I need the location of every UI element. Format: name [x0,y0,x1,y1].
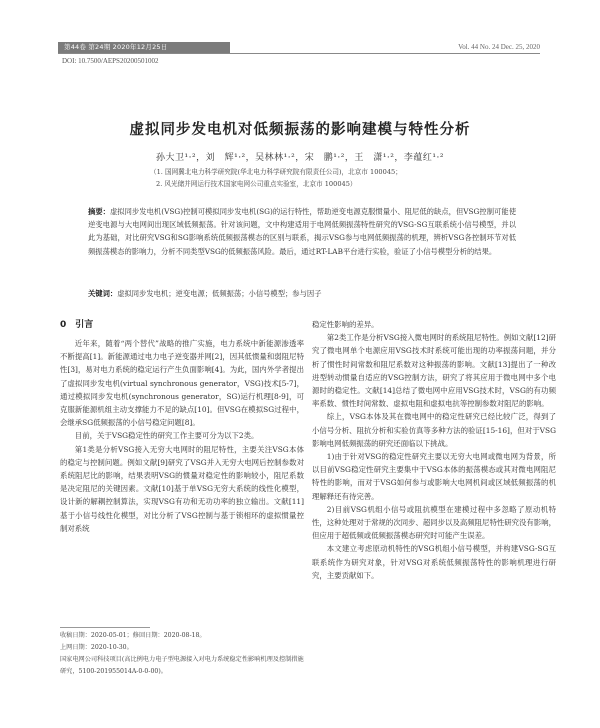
section-heading: 0 引言 [60,320,94,330]
footnotes [60,630,305,678]
body-paragraph: 近年来，随着“两个替代”战略的推广实施，电力系统中新能源渗透率不断提高[1]。新能源通过电力电子逆变器并网[2]，因其低惯量和弱阻尼特性[3]，易对电力系统的稳定运行产生负面影响[4]。为此，国内外学者提出了虚拟同步发电机(virtual synchronous generator，VSG)技术[5-7]，通过模拟同步发电机(synchronous generator，SG)运行机理[8-9]，可克服新能源机组主动支撑能力不足的缺点[10]。但VSG在模拟SG过程中，会继承SG低频振荡的小信号稳定问题[8]。 [60,339,304,428]
body-paragraph: 目前，关于VSG稳定性的研究工作主要可分为以下2类。 [74,431,259,441]
right-column [312,318,556,582]
affiliations [150,166,402,190]
body-paragraph: 稳定性影响的差异。 [312,320,379,329]
footnote-online: 上网日期：2020-10-30。 [60,644,133,651]
abstract [88,205,516,258]
affiliation-1: （1. 国网冀北电力科学研究院(华北电力科学研究院有限责任公司)，北京市 100045； [150,168,402,176]
keywords-label: 关键词： [88,289,118,298]
body-paragraph: 1)由于针对VSG的稳定性研究主要以无穷大电网或微电网为背景，所以目前VSG稳定性研究主要集中于VSG本体的振荡模态或其对微电网阻尼特性的影响，而对于VSG如何参与或影响大电网机间或区域低频振荡的机理解释还有待完善。 [312,452,556,501]
body-paragraph: 第1类是分析VSG接入无穷大电网时的阻尼特性，主要关注VSG本体的稳定与控制问题。例如文献[9]研究了VSG并入无穷大电网后控制参数对系统阻尼比的影响，结果表明VSG的惯量对稳定性的影响较小，阻尼系数是决定阻尼的关键因素。文献[10]基于单VSG无穷大系统的线性化模型，设计新的解耦控制算法，实现VSG有功和无功功率的独立输出。文献[11]基于小信号线性化模型，对比分析了VSG控制与基于锁相环的虚拟惯量控制对系统 [60,444,304,533]
footnote-funding: 国家电网公司科技项目(高比例电力电子型电源接入对电力系统稳定性影响机理及控制措施研究，5100-201955014A-0-0-00)。 [60,656,304,675]
footnote-received: 收稿日期：2020-05-01；修回日期：2020-08-18。 [60,632,206,639]
keywords-text: 虚拟同步发电机；逆变电源；低频振荡；小信号模型；参与因子 [117,289,322,298]
body-paragraph: 2)目前VSG机组小信号或阻抗模型在建模过程中多忽略了原动机特性，这种处理对于常规的次同步、超同步以及高频阻尼特性研究没有影响，但应用于超低频或低频振荡模态研究时可能产生误差。 [312,504,556,541]
paper-title: 虚拟同步发电机对低频振荡的影响建模与特性分析 [129,122,471,138]
keywords [88,287,516,300]
abstract-text: 虚拟同步发电机(VSG)控制可模拟同步发电机(SG)的运行特性，帮助逆变电源克服惯量小、阻尼低的缺点，但VSG控制可能使逆变电源与大电网间出现区域低频振荡。针对该问题，文中构建适用于电网低频振荡特性研究的VSG-SG互联系统小信号模型，并以此为基础，对比研究VSG和SG影响系统低频振荡模态的区别与联系，揭示VSG参与电网低频振荡的机理，辨析VSG各控制环节对低频振荡模态的影响力，分析不同类型VSG的低频振荡风险。最后，通过RT-LAB平台进行实验，验证了小信号模型分析的结果。 [88,207,517,256]
body-paragraph: 本文建立考虑原动机特性的VSG机组小信号模型，并构建VSG-SG互联系统作为研究对象，针对VSG对系统低频振荡特性的影响机理进行研究，主要贡献如下。 [312,544,556,580]
body-paragraph: 综上，VSG本体及其在微电网中的稳定性研究已经比较广泛，得到了小信号分析、阻抗分析和实验仿真等多种方法的验证[15-16]，但对于VSG影响电网低频振荡的研究还面临以下挑战。 [312,412,556,448]
left-column [60,318,304,535]
doi: DOI: 10.7500/AEPS20200501002 [62,57,159,65]
author-list: 孙大卫¹·²，刘 辉¹·²，吴林林¹·²，宋 鹏¹·²，王 潇¹·²，李蕴红¹·² [156,153,444,163]
journal-issue-badge: 第44卷 第24期 2020年12月25日 [58,42,230,53]
journal-volume-info: Vol. 44 No. 24 Dec. 25, 2020 [458,43,540,51]
body-paragraph: 第2类工作是分析VSG接入微电网时的系统阻尼特性。例如文献[12]研究了微电网单个电源应用VSG技术时系统可能出现的功率振荡问题，并分析了惯性时间常数和阻尼系数对这种振荡的影响。文献[13]提出了一种改进型转动惯量自适应的VSG控制方法，研究了将其应用于微电网中多个电源时的稳定性。文献[14]总结了微电网中应用VSG技术时，VSG的有功频率系数、惯性时间常数、虚拟电阻和虚拟电抗等控制参数对阻尼的影响。 [312,333,556,409]
abstract-label: 摘要： [88,207,110,216]
header-divider [58,53,540,54]
affiliation-2: 2. 风光储并网运行技术国家电网公司重点实验室，北京市 100045） [156,180,357,188]
footnote-divider [60,627,150,628]
